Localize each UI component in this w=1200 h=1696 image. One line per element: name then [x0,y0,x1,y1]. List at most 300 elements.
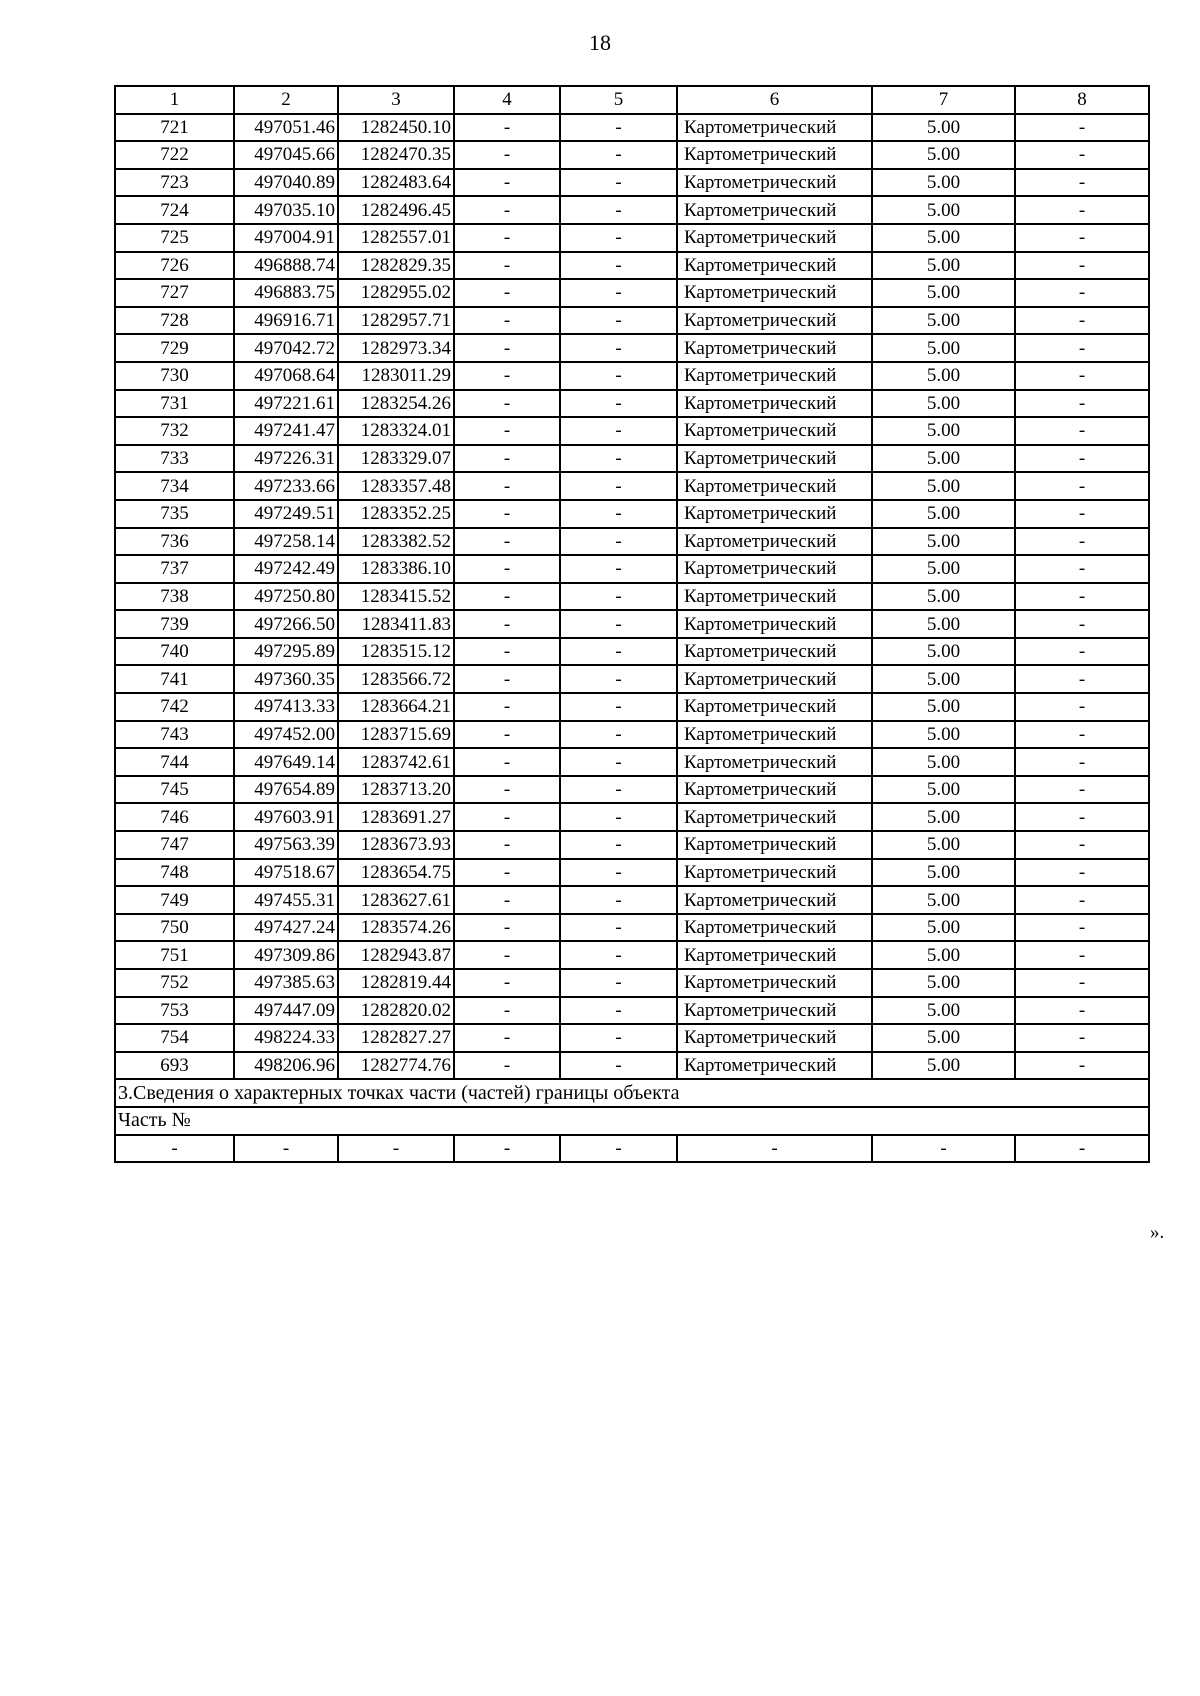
method-cell: Картометрический [677,224,872,252]
col4-cell: - [454,362,560,390]
accuracy-cell: 5.00 [872,500,1015,528]
point-number-cell: 721 [115,114,234,142]
coord-x-cell: 496888.74 [234,252,338,280]
point-number-cell: 735 [115,500,234,528]
accuracy-cell: 5.00 [872,665,1015,693]
method-cell: Картометрический [677,390,872,418]
method-cell: Картометрический [677,941,872,969]
method-cell: Картометрический [677,831,872,859]
table-row [115,803,1149,831]
col5-cell: - [560,362,677,390]
coord-y-cell: 1283574.26 [338,914,454,942]
point-number-cell: 750 [115,914,234,942]
table-row [115,748,1149,776]
point-number-cell: 736 [115,528,234,556]
col4-cell: - [454,610,560,638]
col4-cell: - [454,721,560,749]
col4-cell: - [454,334,560,362]
coord-x-cell: 497249.51 [234,500,338,528]
method-cell: Картометрический [677,748,872,776]
table-row [115,472,1149,500]
table-row [115,334,1149,362]
accuracy-cell: 5.00 [872,914,1015,942]
col8-cell: - [1015,1024,1149,1052]
col5-cell: - [560,445,677,473]
accuracy-cell: 5.00 [872,114,1015,142]
table-row [115,224,1149,252]
coord-y-cell: 1283664.21 [338,693,454,721]
col5-cell: - [560,610,677,638]
col4-cell: - [454,141,560,169]
coord-x-cell: 497563.39 [234,831,338,859]
col8-cell: - [1015,665,1149,693]
table-row [115,693,1149,721]
col5-cell: - [560,252,677,280]
col8-cell: - [1015,334,1149,362]
method-cell: Картометрический [677,362,872,390]
point-number-cell: 732 [115,417,234,445]
method-cell: Картометрический [677,528,872,556]
method-cell: Картометрический [677,997,872,1025]
col4-cell: - [454,803,560,831]
part-cell: - [1015,1135,1149,1163]
method-cell: Картометрический [677,803,872,831]
table-row [115,196,1149,224]
coord-y-cell: 1282943.87 [338,941,454,969]
accuracy-cell: 5.00 [872,1024,1015,1052]
point-number-cell: 726 [115,252,234,280]
col4-cell: - [454,859,560,887]
point-number-cell: 747 [115,831,234,859]
table-row [115,1052,1149,1080]
point-number-cell: 693 [115,1052,234,1080]
point-number-cell: 723 [115,169,234,197]
method-cell: Картометрический [677,610,872,638]
coord-x-cell: 497654.89 [234,776,338,804]
accuracy-cell: 5.00 [872,969,1015,997]
col5-cell: - [560,638,677,666]
col8-cell: - [1015,1052,1149,1080]
point-number-cell: 739 [115,610,234,638]
col4-cell: - [454,224,560,252]
method-cell: Картометрический [677,1024,872,1052]
point-number-cell: 754 [115,1024,234,1052]
col5-cell: - [560,279,677,307]
table-row [115,114,1149,142]
col4-cell: - [454,693,560,721]
col4-cell: - [454,1024,560,1052]
col5-cell: - [560,196,677,224]
point-number-cell: 737 [115,555,234,583]
coord-x-cell: 497068.64 [234,362,338,390]
table-row [115,914,1149,942]
accuracy-cell: 5.00 [872,831,1015,859]
accuracy-cell: 5.00 [872,334,1015,362]
coord-y-cell: 1283411.83 [338,610,454,638]
accuracy-cell: 5.00 [872,859,1015,887]
coord-x-cell: 497413.33 [234,693,338,721]
accuracy-cell: 5.00 [872,390,1015,418]
col4-cell: - [454,279,560,307]
page-number: 18 [589,30,611,55]
col4-cell: - [454,445,560,473]
accuracy-cell: 5.00 [872,417,1015,445]
col5-cell: - [560,500,677,528]
coord-y-cell: 1282496.45 [338,196,454,224]
col8-cell: - [1015,803,1149,831]
col5-cell: - [560,555,677,583]
coord-x-cell: 497447.09 [234,997,338,1025]
table-row [115,997,1149,1025]
method-cell: Картометрический [677,638,872,666]
col8-cell: - [1015,583,1149,611]
col5-cell: - [560,114,677,142]
coord-x-cell: 497455.31 [234,886,338,914]
col4-cell: - [454,941,560,969]
coord-x-cell: 497035.10 [234,196,338,224]
header-cell: 4 [454,86,560,114]
coord-y-cell: 1282450.10 [338,114,454,142]
table-row [115,279,1149,307]
header-cell: 3 [338,86,454,114]
col8-cell: - [1015,224,1149,252]
col8-cell: - [1015,776,1149,804]
col5-cell: - [560,969,677,997]
coord-y-cell: 1282827.27 [338,1024,454,1052]
part-cell: - [872,1135,1015,1163]
col5-cell: - [560,224,677,252]
table-row [115,610,1149,638]
accuracy-cell: 5.00 [872,776,1015,804]
method-cell: Картометрический [677,417,872,445]
coord-x-cell: 498206.96 [234,1052,338,1080]
col5-cell: - [560,307,677,335]
col4-cell: - [454,748,560,776]
accuracy-cell: 5.00 [872,528,1015,556]
point-number-cell: 725 [115,224,234,252]
header-cell: 7 [872,86,1015,114]
coord-x-cell: 497042.72 [234,334,338,362]
col5-cell: - [560,886,677,914]
part-cell: - [677,1135,872,1163]
col4-cell: - [454,665,560,693]
col8-cell: - [1015,941,1149,969]
coord-x-cell: 497258.14 [234,528,338,556]
col4-cell: - [454,114,560,142]
header-cell: 5 [560,86,677,114]
coord-y-cell: 1283382.52 [338,528,454,556]
point-number-cell: 744 [115,748,234,776]
col4-cell: - [454,472,560,500]
coordinates-table [114,85,1150,1163]
col8-cell: - [1015,114,1149,142]
col4-cell: - [454,1052,560,1080]
accuracy-cell: 5.00 [872,141,1015,169]
coord-x-cell: 497649.14 [234,748,338,776]
col5-cell: - [560,472,677,500]
coord-x-cell: 497233.66 [234,472,338,500]
point-number-cell: 753 [115,997,234,1025]
coord-y-cell: 1283254.26 [338,390,454,418]
accuracy-cell: 5.00 [872,307,1015,335]
point-number-cell: 724 [115,196,234,224]
accuracy-cell: 5.00 [872,196,1015,224]
method-cell: Картометрический [677,555,872,583]
table-row [115,721,1149,749]
accuracy-cell: 5.00 [872,997,1015,1025]
col4-cell: - [454,500,560,528]
col8-cell: - [1015,528,1149,556]
coord-y-cell: 1283691.27 [338,803,454,831]
coord-y-cell: 1283713.20 [338,776,454,804]
table-row [115,776,1149,804]
coord-x-cell: 496883.75 [234,279,338,307]
part-cell: - [115,1135,234,1163]
point-number-cell: 738 [115,583,234,611]
accuracy-cell: 5.00 [872,472,1015,500]
accuracy-cell: 5.00 [872,1052,1015,1080]
col4-cell: - [454,831,560,859]
point-number-cell: 746 [115,803,234,831]
col5-cell: - [560,665,677,693]
point-number-cell: 752 [115,969,234,997]
coord-x-cell: 497427.24 [234,914,338,942]
col8-cell: - [1015,169,1149,197]
col5-cell: - [560,334,677,362]
coord-y-cell: 1282957.71 [338,307,454,335]
col5-cell: - [560,941,677,969]
col4-cell: - [454,417,560,445]
accuracy-cell: 5.00 [872,610,1015,638]
table-row [115,583,1149,611]
table-row [115,417,1149,445]
col5-cell: - [560,914,677,942]
method-cell: Картометрический [677,114,872,142]
coord-x-cell: 497309.86 [234,941,338,969]
coord-y-cell: 1282819.44 [338,969,454,997]
point-number-cell: 730 [115,362,234,390]
point-number-cell: 743 [115,721,234,749]
col5-cell: - [560,141,677,169]
col5-cell: - [560,693,677,721]
col5-cell: - [560,859,677,887]
point-number-cell: 740 [115,638,234,666]
col8-cell: - [1015,610,1149,638]
coord-x-cell: 497266.50 [234,610,338,638]
col8-cell: - [1015,748,1149,776]
method-cell: Картометрический [677,969,872,997]
coord-x-cell: 497360.35 [234,665,338,693]
coord-x-cell: 497221.61 [234,390,338,418]
accuracy-cell: 5.00 [872,583,1015,611]
col4-cell: - [454,169,560,197]
coord-y-cell: 1283329.07 [338,445,454,473]
col4-cell: - [454,252,560,280]
col5-cell: - [560,169,677,197]
point-number-cell: 727 [115,279,234,307]
header-cell: 8 [1015,86,1149,114]
part-cell: - [338,1135,454,1163]
col5-cell: - [560,1024,677,1052]
col5-cell: - [560,997,677,1025]
col8-cell: - [1015,445,1149,473]
accuracy-cell: 5.00 [872,362,1015,390]
col4-cell: - [454,196,560,224]
method-cell: Картометрический [677,500,872,528]
accuracy-cell: 5.00 [872,252,1015,280]
col8-cell: - [1015,969,1149,997]
coord-x-cell: 497242.49 [234,555,338,583]
col8-cell: - [1015,362,1149,390]
coord-x-cell: 497518.67 [234,859,338,887]
col8-cell: - [1015,693,1149,721]
col5-cell: - [560,390,677,418]
coord-y-cell: 1283742.61 [338,748,454,776]
col5-cell: - [560,528,677,556]
method-cell: Картометрический [677,583,872,611]
coord-y-cell: 1282955.02 [338,279,454,307]
coord-y-cell: 1283654.75 [338,859,454,887]
accuracy-cell: 5.00 [872,555,1015,583]
method-cell: Картометрический [677,141,872,169]
col8-cell: - [1015,831,1149,859]
col4-cell: - [454,969,560,997]
coord-y-cell: 1283673.93 [338,831,454,859]
coord-y-cell: 1283352.25 [338,500,454,528]
accuracy-cell: 5.00 [872,445,1015,473]
col4-cell: - [454,390,560,418]
col8-cell: - [1015,914,1149,942]
accuracy-cell: 5.00 [872,169,1015,197]
col8-cell: - [1015,886,1149,914]
col8-cell: - [1015,252,1149,280]
method-cell: Картометрический [677,721,872,749]
table-row [115,141,1149,169]
coord-x-cell: 497040.89 [234,169,338,197]
coord-y-cell: 1283515.12 [338,638,454,666]
point-number-cell: 729 [115,334,234,362]
table-row [115,638,1149,666]
coord-y-cell: 1282973.34 [338,334,454,362]
point-number-cell: 734 [115,472,234,500]
coord-x-cell: 497051.46 [234,114,338,142]
accuracy-cell: 5.00 [872,279,1015,307]
table-row [115,390,1149,418]
coord-y-cell: 1283415.52 [338,583,454,611]
section3-row [115,1079,1149,1107]
method-cell: Картометрический [677,693,872,721]
table-row [115,859,1149,887]
part-label-row [115,1107,1149,1135]
coord-x-cell: 497385.63 [234,969,338,997]
col8-cell: - [1015,859,1149,887]
accuracy-cell: 5.00 [872,941,1015,969]
col8-cell: - [1015,555,1149,583]
table-row [115,831,1149,859]
col5-cell: - [560,1052,677,1080]
col8-cell: - [1015,638,1149,666]
coord-y-cell: 1282820.02 [338,997,454,1025]
coord-x-cell: 497603.91 [234,803,338,831]
table-row [115,1024,1149,1052]
coord-x-cell: 498224.33 [234,1024,338,1052]
point-number-cell: 748 [115,859,234,887]
coord-y-cell: 1282829.35 [338,252,454,280]
part-cell: - [234,1135,338,1163]
method-cell: Картометрический [677,279,872,307]
col8-cell: - [1015,500,1149,528]
col8-cell: - [1015,472,1149,500]
col5-cell: - [560,583,677,611]
coord-x-cell: 497004.91 [234,224,338,252]
method-cell: Картометрический [677,886,872,914]
header-cell: 6 [677,86,872,114]
table-row [115,500,1149,528]
accuracy-cell: 5.00 [872,693,1015,721]
col4-cell: - [454,528,560,556]
closing-quote-mark: ». [1150,1222,1165,1243]
table-row [115,307,1149,335]
table-row [115,445,1149,473]
coord-y-cell: 1283715.69 [338,721,454,749]
col4-cell: - [454,914,560,942]
point-number-cell: 751 [115,941,234,969]
accuracy-cell: 5.00 [872,721,1015,749]
coord-x-cell: 497250.80 [234,583,338,611]
method-cell: Картометрический [677,776,872,804]
method-cell: Картометрический [677,252,872,280]
header-cell: 1 [115,86,234,114]
part-cell: - [560,1135,677,1163]
coord-y-cell: 1282470.35 [338,141,454,169]
method-cell: Картометрический [677,859,872,887]
table-row [115,886,1149,914]
col4-cell: - [454,886,560,914]
table-row [115,665,1149,693]
coord-y-cell: 1283357.48 [338,472,454,500]
col4-cell: - [454,776,560,804]
coord-x-cell: 497452.00 [234,721,338,749]
method-cell: Картометрический [677,445,872,473]
coord-y-cell: 1283627.61 [338,886,454,914]
col5-cell: - [560,748,677,776]
coord-y-cell: 1283324.01 [338,417,454,445]
col8-cell: - [1015,196,1149,224]
coord-x-cell: 497241.47 [234,417,338,445]
col8-cell: - [1015,721,1149,749]
method-cell: Картометрический [677,914,872,942]
coordinates-table-wrap [114,85,1150,1163]
point-number-cell: 733 [115,445,234,473]
col5-cell: - [560,803,677,831]
point-number-cell: 741 [115,665,234,693]
coord-x-cell: 497295.89 [234,638,338,666]
coord-y-cell: 1282774.76 [338,1052,454,1080]
method-cell: Картометрический [677,307,872,335]
point-number-cell: 742 [115,693,234,721]
col8-cell: - [1015,307,1149,335]
method-cell: Картометрический [677,169,872,197]
method-cell: Картометрический [677,1052,872,1080]
table-row [115,941,1149,969]
point-number-cell: 745 [115,776,234,804]
col8-cell: - [1015,997,1149,1025]
table-row [115,969,1149,997]
part-data-row [115,1135,1149,1163]
accuracy-cell: 5.00 [872,638,1015,666]
col5-cell: - [560,831,677,859]
coord-y-cell: 1282557.01 [338,224,454,252]
